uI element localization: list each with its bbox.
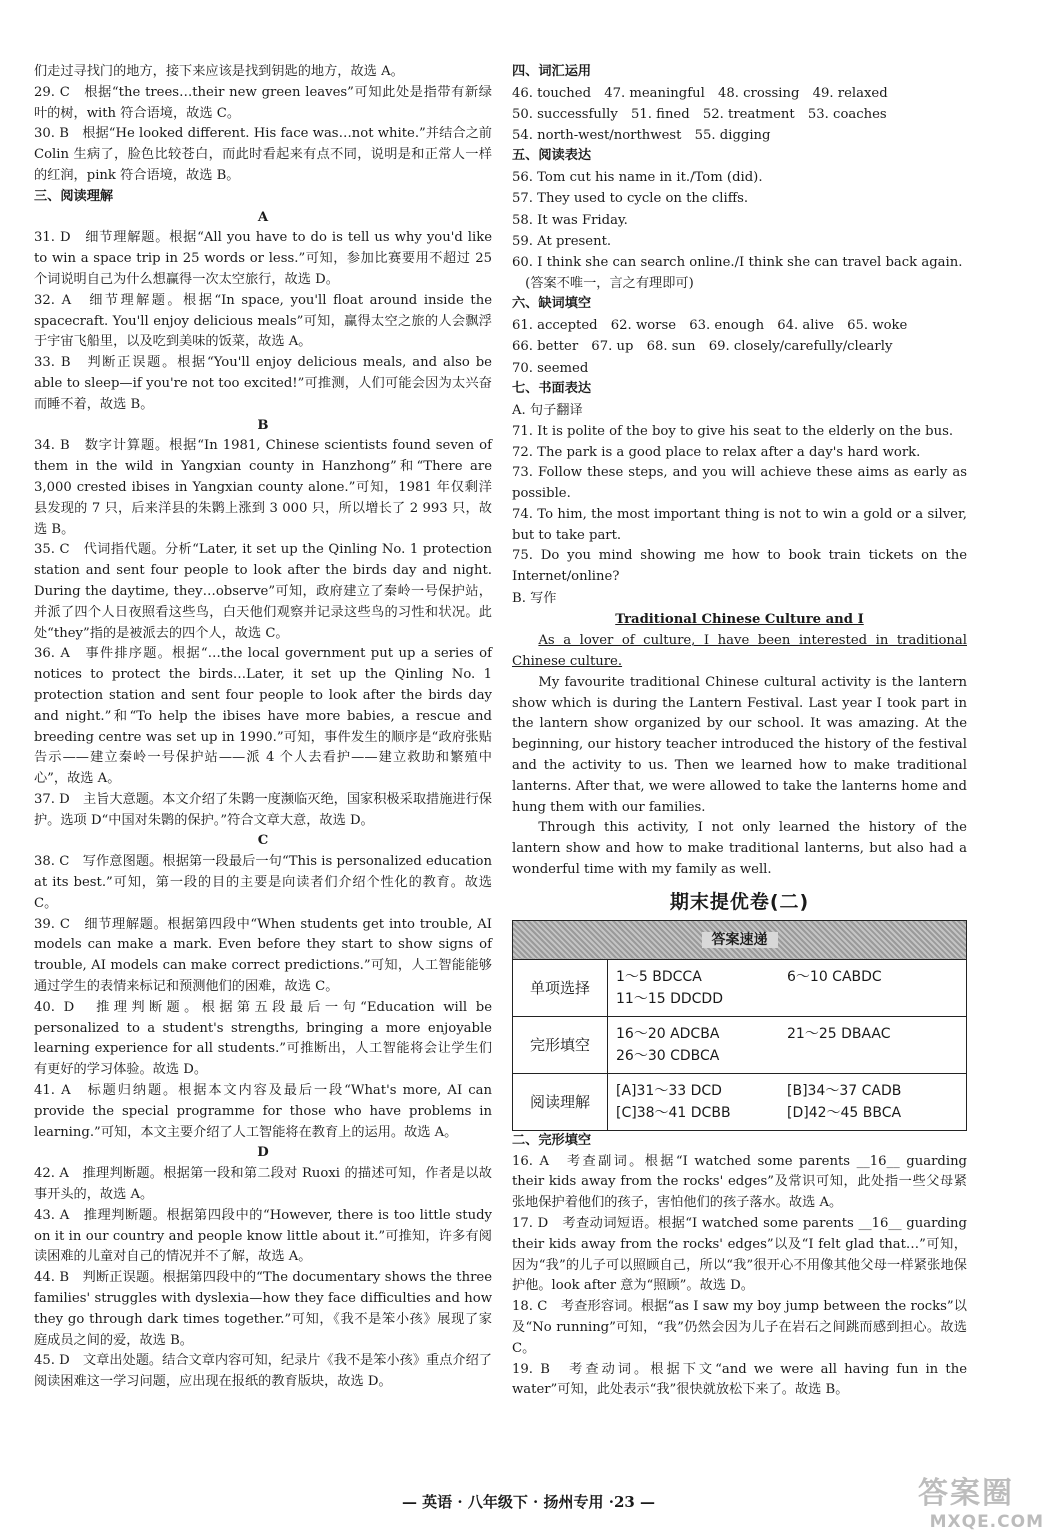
essay-paragraph: My favourite traditional Chinese cultural activity is the lantern show which is during the Lantern Festival. Last year I took part in the lantern show organized by our school. It was amazing. At the beginning, our history teacher introduced the history of the festival and the activity to us. Then we learned how to make traditional lanterns. After that, we were allowed to take the lanterns home and hung them with our families.: [512, 674, 967, 815]
answer-item: 72. The park is a good place to relax after a day's hard work.: [512, 445, 921, 461]
answer-item: 31. D 细节理解题。根据“All you have to do is tell us why you'd like to win a space trip in 25 words or less.”可知，参加比赛要用不超过 25 个词说明自己为什么想赢得一次太空旅行，故选 D。: [34, 230, 492, 287]
answer-table-header: 答案速递: [513, 920, 967, 959]
answer-item: 73. Follow these steps, and you will achieve these aims as early as possible.: [512, 465, 967, 502]
watermark-logo: 答案圈 MXQE.COM: [918, 1476, 1044, 1532]
answer-item: 33. B 判断正误题。根据“You'll enjoy delicious meals, and also be able to sleep—if you're not too excited!”可推测，人们可能会因为太兴奋而睡不着，故选 B。: [34, 355, 492, 412]
page-footer: — 英语 · 八年级下 · 扬州专用 ·23 —: [401, 1493, 656, 1511]
subsection-heading: D: [257, 1145, 269, 1161]
table-row: [513, 1016, 967, 1073]
answer-item: 19. B 考查动词。根据下文“and we were all having fun in the water”可知，此处表示“我”很快就放松下来了。故选 B。: [512, 1361, 967, 1398]
table-row: [513, 1073, 967, 1130]
section-heading: 三、阅读理解: [34, 188, 114, 204]
answer-item: 58. It was Friday.: [512, 212, 628, 228]
section-heading: 二、完形填空: [512, 1132, 592, 1148]
row-label: 单项选择: [513, 959, 608, 1016]
answer-item: 38. C 写作意图题。根据第一段最后一句“This is personalized education at its best.”可知，第一段的目的主要是向读者们介绍个性化的教育。故选 C。: [34, 854, 492, 911]
left-column: [34, 62, 492, 1393]
answer-item: 66. better 67. up 68. sun 69. closely/carefully/clearly: [512, 339, 893, 355]
answer-item: (答案不唯一，言之有理即可): [512, 276, 694, 292]
essay-opening: As a lover of culture, I have been interested in traditional Chinese culture.: [512, 633, 967, 670]
answer-item: 74. To him, the most important thing is not to win a gold or a silver, but to take part.: [512, 506, 967, 543]
answer-item: 59. At present.: [512, 233, 612, 249]
essay: [512, 609, 967, 881]
section-heading: 五、阅读表达: [512, 148, 592, 164]
answer-item: 42. A 推理判断题。根据第一段和第二段对 Ruoxi 的描述可知，作者是以故事开头的，故选 A。: [34, 1166, 492, 1203]
answer-item: 56. Tom cut his name in it./Tom (did).: [512, 170, 763, 186]
right-top-section: [512, 62, 967, 609]
answer-item: 45. D 文章出处题。结合文章内容可知，纪录片《我不是笨小孩》重点介绍了阅读困难这一学习问题，应出现在报纸的教育版块，故选 D。: [34, 1353, 492, 1390]
row-answers: 1～5 BDCCA 6～10 CABDC 11～15 DDCDD: [608, 959, 967, 1016]
answer-item: 40. D 推理判断题。根据第五段最后一句“Education will be personalized to a student's strengths, bringing a more enjoyable learning experience for all students.”可推断出，人工智能将会让学生们有更好的学习体验。故选 D。: [34, 999, 492, 1078]
essay-paragraph: Through this activity, I not only learned the history of the lantern show and how to make traditional lanterns, but also had a wonderful time with my family as well.: [512, 820, 967, 877]
row-answers: 16～20 ADCBA 21～25 DBAAC 26～30 CDBCA: [608, 1016, 967, 1073]
row-answers: [A]31～33 DCD [B]34～37 CADB [C]38～41 DCBB [D]42～45 BBCA: [608, 1073, 967, 1130]
answer-item: 39. C 细节理解题。根据第四段中“When students get into trouble, AI models can make a mark. Even before they start to show signs of trouble, AI models can make correct predictions.”可知，人工智能能够通过学生的表情来标记和预测他们的困难，故选 C。: [34, 916, 492, 995]
answer-item: 37. D 主旨大意题。本文介绍了朱鹮一度濒临灭绝，国家积极采取措施进行保护。选项 D“中国对朱鹮的保护。”符合文章大意，故选 D。: [34, 791, 492, 828]
right-bottom-section: [512, 1131, 967, 1401]
answer-item: 70. seemed: [512, 360, 589, 376]
table-row: [513, 959, 967, 1016]
answer-item: 41. A 标题归纳题。根据本文内容及最后一段“What's more, AI can provide the special programme for those who have problems in learning.”可知，本文主要介绍了人工智能将在教育上的运用。故选 A。: [34, 1083, 492, 1140]
answer-item: 61. accepted 62. worse 63. enough 64. alive 65. woke: [512, 318, 908, 334]
answer-item: 17. D 考查动词短语。根据“I watched some parents __16__ guarding their kids away from the rocks' edges”以及“I felt glad that…”可知，因为“我”的儿子可以照顾自己，所以“我”很开心不用像其他父母一样紧张地保护他。look after 意为“照顾”。故选 D。: [512, 1215, 967, 1294]
answer-item: 30. B 根据“He looked different. His face was…not white.”并结合之前 Colin 生病了，脸色比较苍白，而此时看起来有点不同，说明是和正常人一样的红润，pink 符合语境，故选 B。: [34, 126, 492, 183]
answer-item: 29. C 根据“the trees…their new green leaves”可知此处是指带有新绿叶的树，with 符合语境，故选 C。: [34, 84, 492, 121]
section-heading: 六、缺词填空: [512, 296, 592, 312]
section-heading: 四、词汇运用: [512, 64, 592, 79]
answer-item: 32. A 细节理解题。根据“In space, you'll float around inside the spacecraft. You'll enjoy delicious meals”可知，赢得太空之旅的人会飘浮于宇宙飞船里，以及吃到美味的饭菜，故选 A。: [34, 292, 492, 350]
answer-item: 18. C 考查形容词。根据“as I saw my boy jump between the rocks”以及“No running”可知，“我”仍然会因为儿子在岩石之间跳而感到担心。故选 C。: [512, 1299, 967, 1356]
answer-item: 60. I think she can search online./I think she can travel back again.: [512, 255, 963, 271]
answer-item: B. 写作: [512, 591, 557, 607]
section-heading: 七、书面表达: [512, 380, 592, 396]
answer-item: 57. They used to cycle on the cliffs.: [512, 191, 749, 207]
answer-item: 36. A 事件排序题。根据“…the local government put up a series of notices to protect the birds…Later, it set up the Qinling No. 1 protection station and sent four people to look after the birds day and night.”和“To help the ibises have more babies, a rescue and breeding centre was set up in 1990.”可知，事件发生的顺序是“政府张贴告示——建立秦岭一号保护站——派 4 个人去看护——建立救助和繁殖中心”，故选 A。: [34, 646, 492, 787]
subsection-heading: B: [257, 417, 269, 433]
answer-item: 34. B 数字计算题。根据“In 1981, Chinese scientists found seven of them in the wild in Yangxian county in Hanzhong”和“There are 3,000 crested ibises in Yangxian county alone.”可知，1981 年仅剩洋县发现的 7 只，后来洋县的朱鹮上涨到 3 000 只，所以增长了 2 993 只，故选 B。: [34, 438, 492, 537]
right-column: [512, 62, 967, 1401]
answer-table: [512, 920, 967, 1131]
answer-item: A. 句子翻译: [512, 402, 583, 418]
exam-banner: 期末提优卷(二): [669, 890, 810, 913]
row-label: 阅读理解: [513, 1073, 608, 1130]
answer-item: 75. Do you mind showing me how to book train tickets on the Internet/online?: [512, 548, 967, 585]
answer-item: 50. successfully 51. fined 52. treatment 53. coaches: [512, 107, 887, 122]
answer-item: 16. A 考查副词。根据“I watched some parents __16__ guarding their kids away from the rocks' edges”及常识可知，此处指一些父母紧张地保护着他们的孩子，害怕他们的孩子落水。故选 A。: [512, 1153, 967, 1211]
answer-item: 71. It is polite of the boy to give his seat to the elderly on the bus.: [512, 423, 954, 439]
essay-title: Traditional Chinese Culture and I: [615, 612, 864, 628]
answer-item: 们走过寻找门的地方，接下来应该是找到钥匙的地方，故选 A。: [34, 64, 404, 79]
answer-item: 35. C 代词指代题。分析“Later, it set up the Qinling No. 1 protection station and sent four people to look after the birds day and night. During the daytime, they…observe”可知，政府建立了秦岭一号保护站，并派了四个人日夜照看这些鸟，白天他们观察并记录这些鸟的习性和状况。此处“they”指的是被派去的四个人，故选 C。: [34, 542, 492, 641]
subsection-heading: C: [257, 833, 269, 849]
answer-item: 44. B 判断正误题。根据第四段中的“The documentary shows the three families' struggles with dyslexia—how they face difficulties and how they go through dark times together.”可知，《我不是笨小孩》展现了家庭成员之间的爱，故选 B。: [34, 1270, 492, 1348]
subsection-heading: A: [257, 209, 269, 225]
answer-item: 46. touched 47. meaningful 48. crossing 49. relaxed: [512, 85, 888, 101]
answer-item: 54. north-west/northwest 55. digging: [512, 128, 771, 144]
answer-item: 43. A 推理判断题。根据第四段中的“However, there is too little study on it in our country and people know little about it.”可推知，许多有阅读困难的儿童对自己的情况并不了解，故选 A。: [34, 1207, 492, 1265]
row-label: 完形填空: [513, 1016, 608, 1073]
